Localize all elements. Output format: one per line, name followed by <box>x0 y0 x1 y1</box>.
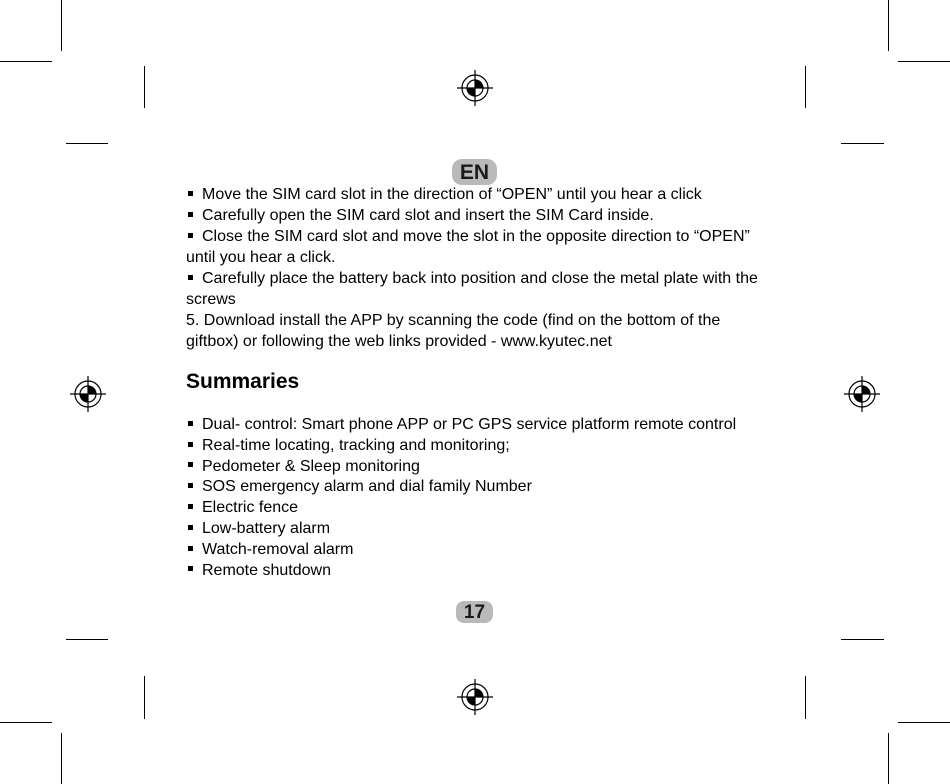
registration-mark-icon <box>844 376 880 412</box>
instruction-text: Carefully place the battery back into position and close the metal plate with the screws <box>186 270 758 308</box>
crop-mark <box>0 722 52 723</box>
instruction-item <box>186 226 771 268</box>
feature-text: Dual- control: Smart phone APP or PC GPS service platform remote control <box>202 416 737 433</box>
instruction-text: 5. Download install the APP by scanning the code (find on the bottom of the giftbox) or following the web links provided - www.kyutec.net <box>186 312 721 350</box>
bullet-icon <box>188 212 193 217</box>
bullet-icon <box>188 462 193 467</box>
bullet-icon <box>188 421 193 426</box>
instruction-text: Move the SIM card slot in the direction of “OPEN” until you hear a click <box>202 186 702 203</box>
crop-mark <box>61 0 62 51</box>
instruction-item <box>186 310 771 352</box>
crop-mark <box>898 722 950 723</box>
bullet-icon <box>188 442 193 447</box>
feature-item <box>186 477 771 498</box>
instruction-item <box>186 205 771 226</box>
feature-item <box>186 436 771 457</box>
feature-item <box>186 540 771 561</box>
crop-mark <box>144 66 145 108</box>
crop-mark <box>66 639 108 640</box>
registration-mark-icon <box>70 376 106 412</box>
crop-mark <box>805 66 806 108</box>
bullet-icon <box>188 546 193 551</box>
crop-mark <box>841 143 884 144</box>
crop-mark <box>0 61 52 62</box>
instruction-item <box>186 268 771 310</box>
section-heading: Summaries <box>186 370 300 393</box>
bullet-icon <box>188 525 193 530</box>
bullet-icon <box>188 275 193 280</box>
instruction-text: Carefully open the SIM card slot and insert the SIM Card inside. <box>202 207 654 224</box>
crop-mark <box>144 676 145 719</box>
feature-text: Pedometer & Sleep monitoring <box>202 457 420 475</box>
instruction-item <box>186 184 771 205</box>
feature-text: Electric fence <box>202 499 299 517</box>
bullet-icon <box>188 233 193 238</box>
bullet-icon <box>188 191 193 196</box>
feature-item <box>186 498 771 519</box>
feature-text: Watch-removal alarm <box>202 540 354 558</box>
crop-mark <box>805 676 806 719</box>
manual-content <box>186 184 771 581</box>
crop-mark <box>66 143 108 144</box>
feature-item <box>186 519 771 540</box>
instruction-text: Close the SIM card slot and move the slot in the opposite direction to “OPEN” until you hear a click. <box>186 228 750 266</box>
registration-mark-icon <box>457 70 493 106</box>
crop-mark <box>888 733 889 784</box>
feature-item <box>186 457 771 478</box>
feature-item <box>186 561 771 582</box>
page-number: 17 <box>456 601 493 623</box>
crop-mark <box>841 639 884 640</box>
bullet-icon <box>188 566 193 571</box>
language-badge: EN <box>452 159 497 185</box>
feature-item <box>186 415 771 436</box>
feature-text: Real-time locating, tracking and monitoring; <box>202 436 510 454</box>
registration-mark-icon <box>457 679 493 715</box>
feature-text: Remote shutdown <box>202 561 331 579</box>
crop-mark <box>888 0 889 51</box>
crop-mark <box>898 61 950 62</box>
crop-mark <box>61 733 62 784</box>
bullet-icon <box>188 504 193 509</box>
feature-text: Low-battery alarm <box>202 519 331 537</box>
bullet-icon <box>188 483 193 488</box>
feature-text: SOS emergency alarm and dial family Number <box>202 478 532 496</box>
